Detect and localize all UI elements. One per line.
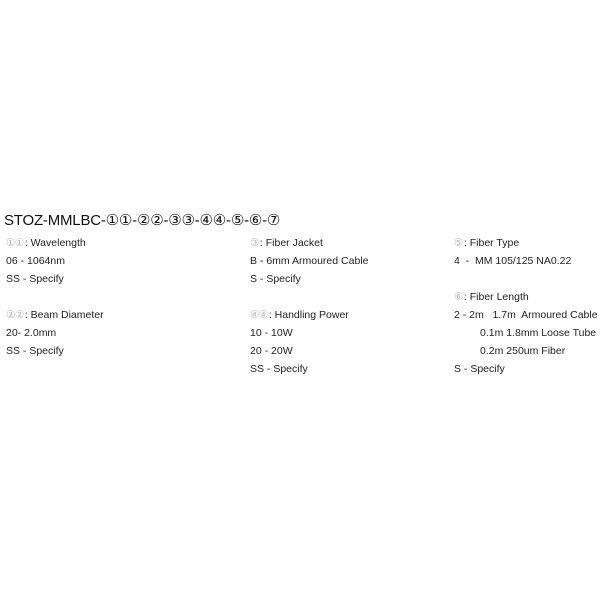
handling-power-option: 20 - 20W bbox=[250, 345, 293, 357]
beam-diameter-option: 20- 2.0mm bbox=[6, 327, 57, 339]
handling-power-label: : Handling Power bbox=[268, 309, 349, 321]
fiber-jacket-heading bbox=[250, 234, 368, 252]
fiber-jacket-option: B - 6mm Armoured Cable bbox=[250, 255, 369, 267]
column-2-lower bbox=[250, 306, 349, 378]
beam-diameter-number: ②② bbox=[6, 309, 24, 321]
column-3 bbox=[454, 234, 571, 270]
fiber-jacket-option: S - Specify bbox=[250, 273, 301, 285]
column-1-lower bbox=[6, 306, 104, 360]
wavelength-option: SS - Specify bbox=[6, 273, 64, 285]
wavelength-option: 06 - 1064nm bbox=[6, 255, 65, 267]
column-2 bbox=[250, 234, 368, 288]
fiber-type-number: ⑤ bbox=[454, 237, 463, 249]
column-1 bbox=[6, 234, 86, 288]
wavelength-label: : Wavelength bbox=[24, 237, 86, 249]
fiber-type-heading bbox=[454, 234, 571, 252]
fiber-length-number: ⑥ bbox=[454, 291, 463, 303]
fiber-type-option: 4 - MM 105/125 NA0.22 bbox=[454, 255, 572, 267]
beam-diameter-heading bbox=[6, 306, 104, 324]
beam-diameter-label: : Beam Diameter bbox=[24, 309, 104, 321]
fiber-length-option: S - Specify bbox=[454, 363, 505, 375]
fiber-length-option: 0.2m 250um Fiber bbox=[480, 345, 566, 357]
fiber-length-option: 2 - 2m 1.7m Armoured Cable bbox=[454, 309, 598, 321]
handling-power-option: 10 - 10W bbox=[250, 327, 293, 339]
beam-diameter-option: SS - Specify bbox=[6, 345, 64, 357]
fiber-length-heading bbox=[454, 288, 598, 306]
fiber-type-label: : Fiber Type bbox=[463, 237, 520, 249]
handling-power-option: SS - Specify bbox=[250, 363, 308, 375]
fiber-length-label: : Fiber Length bbox=[463, 291, 529, 303]
wavelength-number: ①① bbox=[6, 237, 24, 249]
handling-power-number: ④④ bbox=[250, 309, 268, 321]
fiber-length-option: 0.1m 1.8mm Loose Tube bbox=[480, 327, 597, 339]
handling-power-heading bbox=[250, 306, 349, 324]
fiber-jacket-label: : Fiber Jacket bbox=[259, 237, 323, 249]
column-3-lower bbox=[454, 288, 598, 378]
part-number-title: STOZ-MMLBC-①①-②②-③③-④④-⑤-⑥-⑦ bbox=[4, 212, 281, 229]
fiber-jacket-number: ③ bbox=[250, 237, 259, 249]
wavelength-heading bbox=[6, 234, 86, 252]
